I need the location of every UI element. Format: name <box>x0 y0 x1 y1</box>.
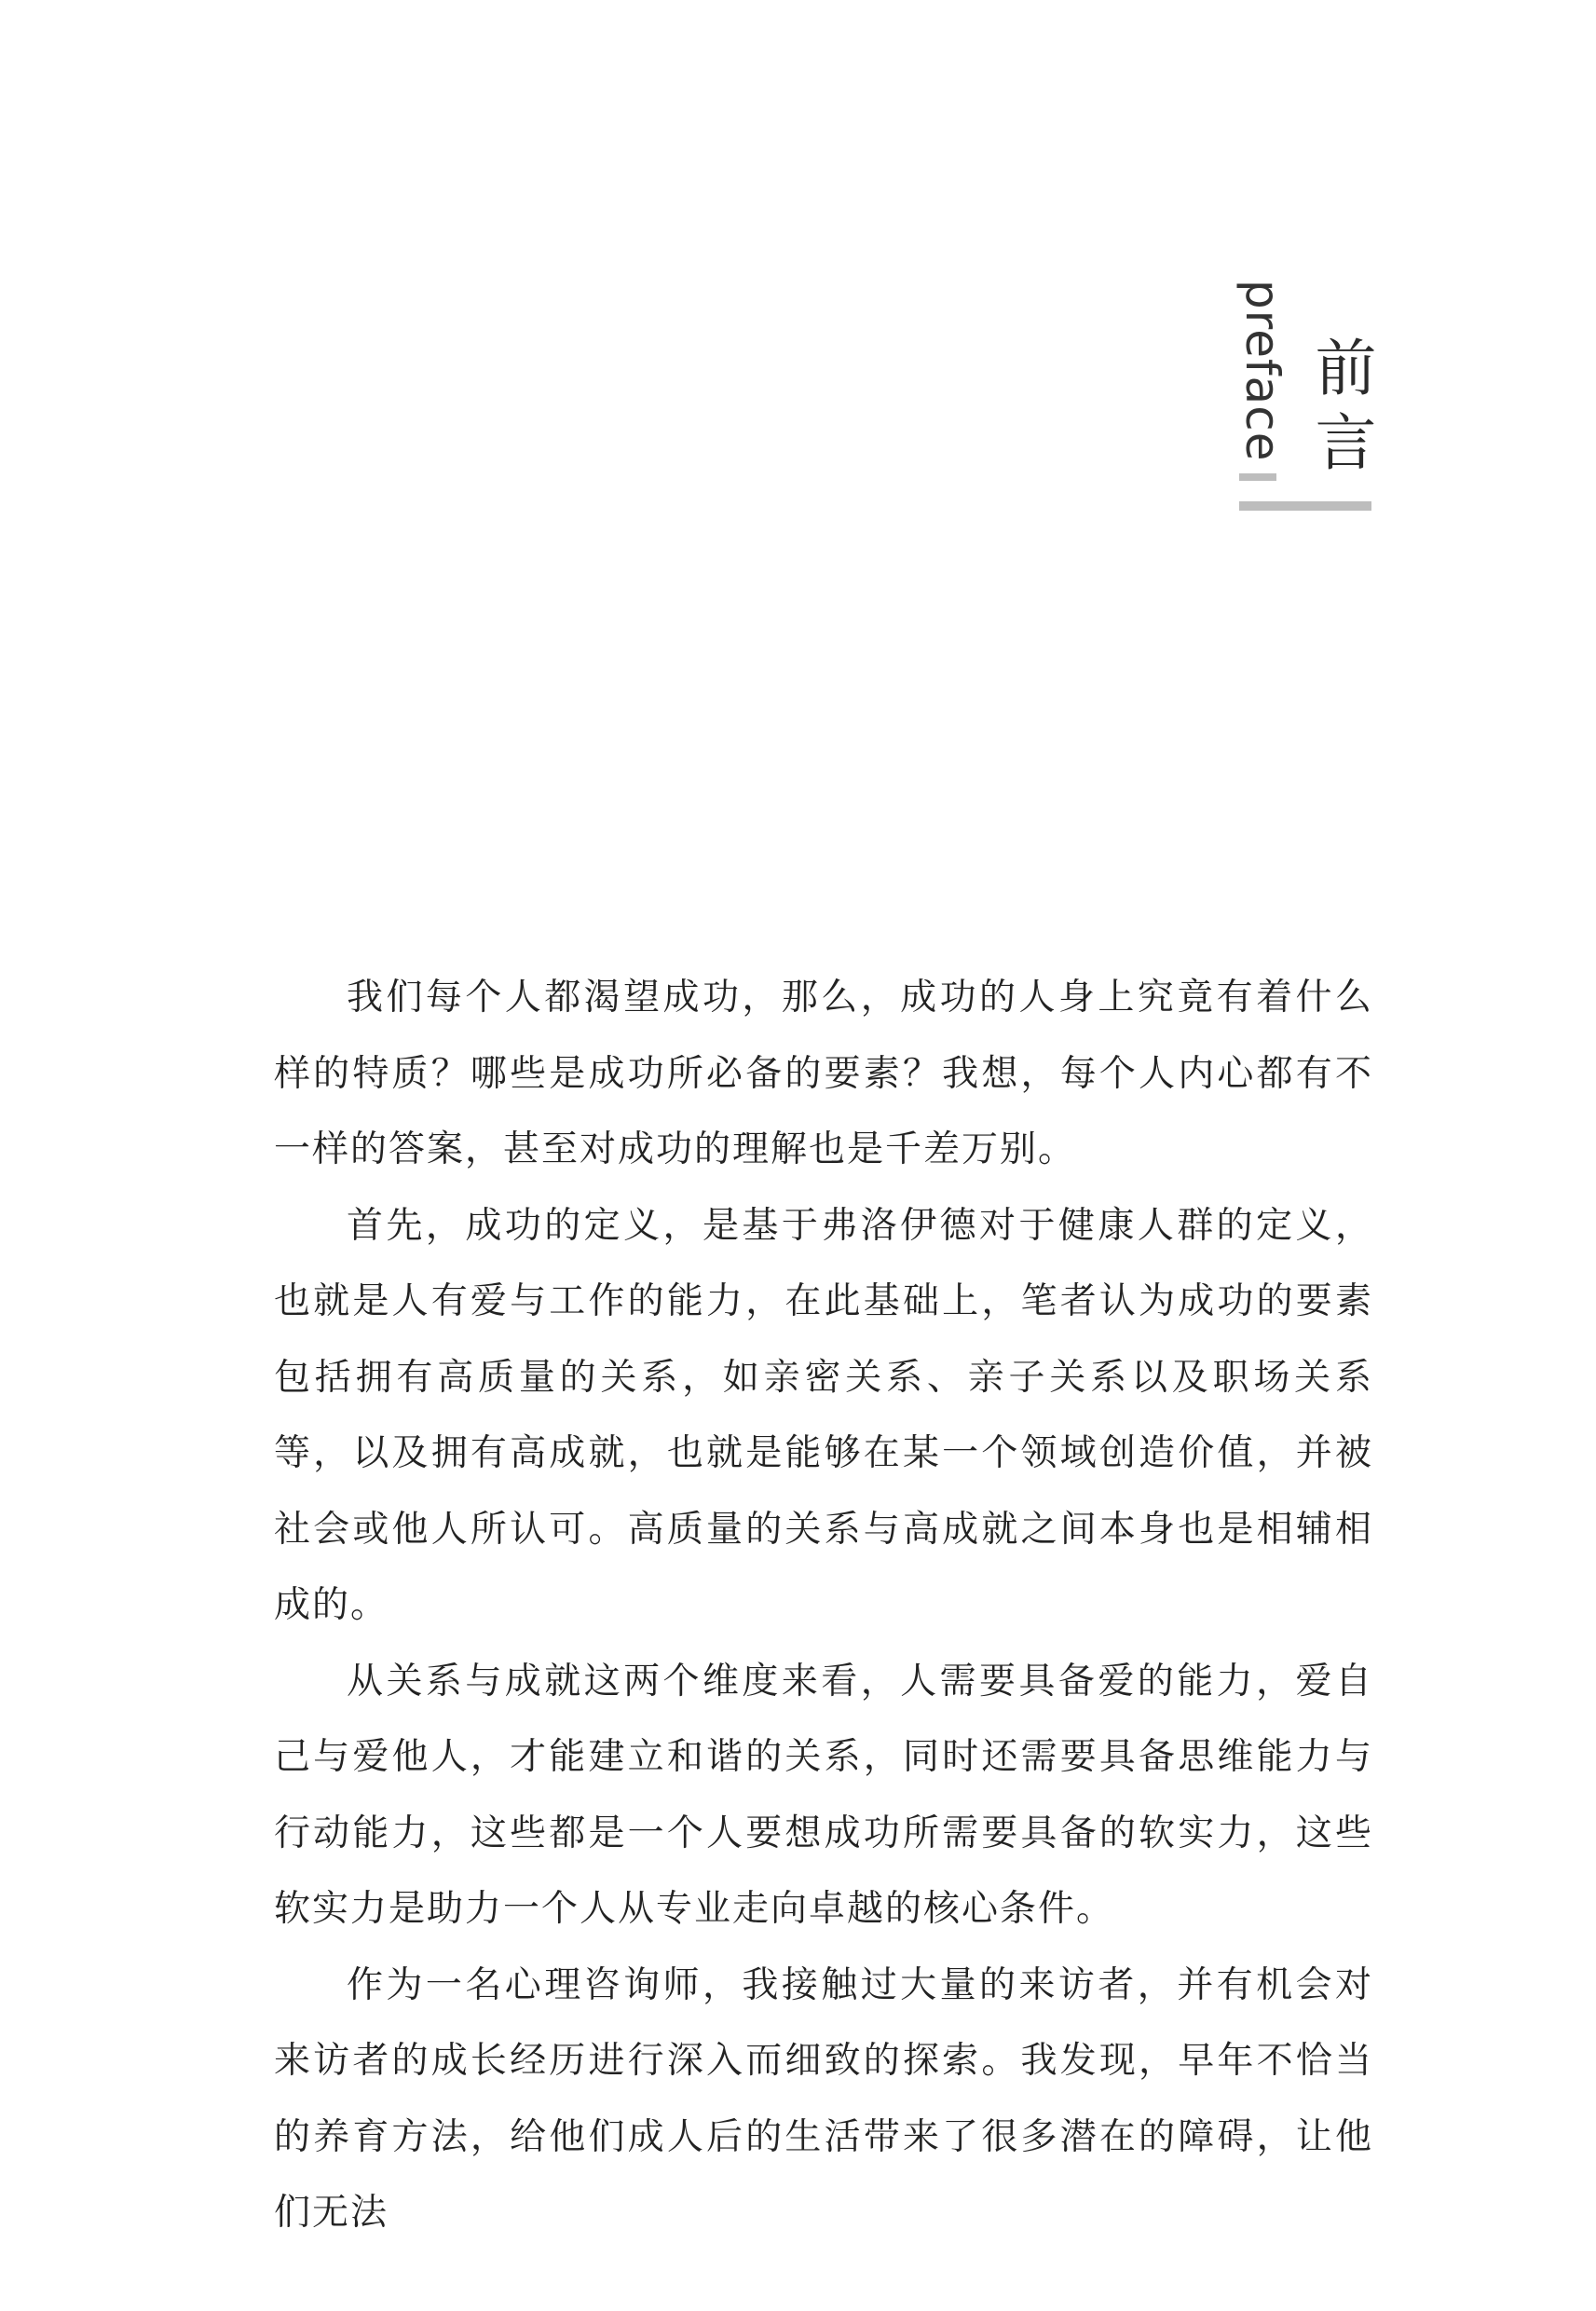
decorative-short-bar <box>1239 473 1276 481</box>
paragraph: 从关系与成就这两个维度来看，人需要具备爱的能力，爱自己与爱他人，才能建立和谐的关系，同时还需要具备思维能力与行动能力，这些都是一个人要想成功所需要具备的软实力，这些软实力是助力一个人从专业走向卓越的核心条件。 <box>274 1660 1373 1930</box>
english-title: preface <box>1235 280 1289 462</box>
body-text <box>274 960 1373 2251</box>
paragraph: 我们每个人都渴望成功，那么，成功的人身上究竟有着什么样的特质？哪些是成功所必备的要素？我想，每个人内心都有不一样的答案，甚至对成功的理解也是千差万别。 <box>274 977 1373 1170</box>
paragraph: 首先，成功的定义，是基于弗洛伊德对于健康人群的定义，也就是人有爱与工作的能力，在此基础上，笔者认为成功的要素包括拥有高质量的关系，如亲密关系、亲子关系以及职场关系等，以及拥有高成就，也就是能够在某一个领域创造价值，并被社会或他人所认可。高质量的关系与高成就之间本身也是相辅相成的。 <box>274 1204 1373 1626</box>
chinese-title: 前言 <box>1304 335 1376 485</box>
paragraph: 作为一名心理咨询师，我接触过大量的来访者，并有机会对来访者的成长经历进行深入而细致的探索。我发现，早年不恰当的养育方法，给他们成人后的生活带来了很多潜在的障碍，让他们无法 <box>274 1963 1373 2234</box>
decorative-long-bar <box>1239 501 1371 511</box>
